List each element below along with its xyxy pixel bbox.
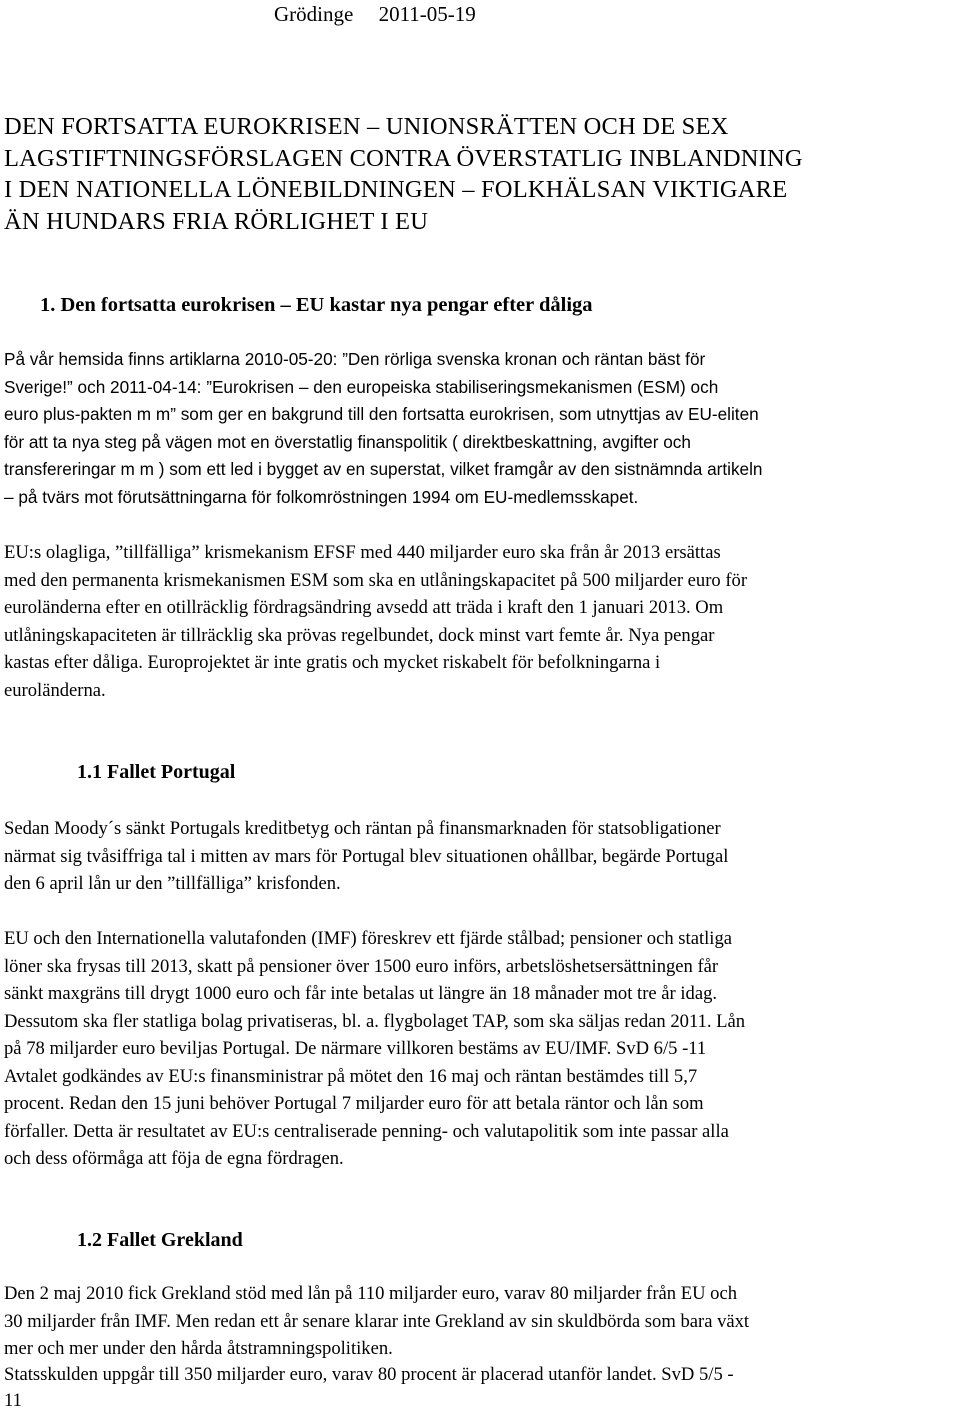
title-line: LAGSTIFTNINGSFÖRSLAGEN CONTRA ÖVERSTATLIG INBLANDNING — [4, 144, 803, 172]
section-1-2-heading: 1.2 Fallet Grekland — [77, 1229, 243, 1251]
document-header — [274, 2, 476, 26]
text-line: Avtalet godkändes av EU:s finansministrar på mötet den 16 maj och räntan bestämdes till 5,7 — [4, 1065, 698, 1087]
text-line: löner ska frysas till 2013, skatt på pensioner över 1500 euro införs, arbetslöshetsersättningen får — [4, 955, 719, 977]
section-1-2-paragraph-2 — [4, 1362, 956, 1414]
section-1-paragraph-1 — [4, 346, 956, 511]
text-line: den 6 april lån ur den ”tillfälliga” krisfonden. — [4, 873, 341, 894]
text-line: Dessutom ska fler statliga bolag privatiseras, bl. a. flygbolaget TAP, som ska säljas redan 2011. Lån — [4, 1010, 746, 1032]
text-line: för att ta nya steg på vägen mot en överstatlig finanspolitik ( direktbeskattning, avgifter och — [4, 431, 691, 452]
text-line: Sverige!” och 2011-04-14: ”Eurokrisen – den europeiska stabiliseringsmekanismen (ESM) och — [4, 376, 719, 397]
section-1-1-paragraph-1 — [4, 815, 956, 898]
text-line: euroländerna efter en otillräcklig fördragsändring avsedd att träda i kraft den 1 januari 2013. Om — [4, 597, 724, 618]
text-line: euro plus-pakten m m” som ger en bakgrund till den fortsatta eurokrisen, som utnyttjas av EU-eliten — [4, 404, 759, 424]
section-1-1-heading: 1.1 Fallet Portugal — [77, 761, 236, 783]
text-line: EU och den Internationella valutafonden (IMF) föreskrev ett fjärde stålbad; pensioner och statliga — [4, 928, 732, 949]
text-line: – på tvärs mot förutsättningarna för folkomröstningen 1994 om EU-medlemsskapet. — [4, 486, 639, 507]
header-place: Grödinge — [274, 2, 354, 26]
section-1-heading: 1. Den fortsatta eurokrisen – EU kastar nya pengar efter dåliga — [40, 294, 593, 316]
text-line: 11 — [4, 1390, 22, 1411]
text-line: transfereringar m m ) som ett led i bygget av en superstat, vilket framgår av den sistnämnda artikeln — [4, 459, 763, 479]
text-line: och dess oförmåga att föja de egna fördragen. — [4, 1148, 344, 1169]
text-line: 30 miljarder från IMF. Men redan ett år senare klarar inte Grekland av sin skuldbörda som bara växt — [4, 1310, 750, 1332]
text-line: Sedan Moody´s sänkt Portugals kreditbetyg och räntan på finansmarknaden för statsobligationer — [4, 818, 721, 839]
text-line: kastas efter dåliga. Europrojektet är inte gratis och mycket riskabelt för befolkningarna i — [4, 652, 661, 673]
text-line: euroländerna. — [4, 679, 106, 701]
section-1-paragraph-2 — [4, 539, 956, 704]
text-line: procent. Redan den 15 juni behöver Portugal 7 miljarder euro för att betala räntor och lån som — [4, 1093, 704, 1114]
section-1-1-paragraph-2 — [4, 925, 956, 1173]
text-line: mer och mer under den hårda åtstramningspolitiken. — [4, 1338, 393, 1359]
text-line: förfaller. Detta är resultatet av EU:s centraliserade penning- och valutapolitik som inte passar alla — [4, 1120, 729, 1142]
title-line: DEN FORTSATTA EUROKRISEN – UNIONSRÄTTEN OCH DE SEX — [4, 113, 729, 140]
title-line: ÄN HUNDARS FRIA RÖRLIGHET I EU — [4, 207, 429, 235]
text-line: på 78 miljarder euro beviljas Portugal. De närmare villkoren bestäms av EU/IMF. SvD 6/5 -11 — [4, 1038, 707, 1059]
text-line: utlåningskapaciteten är tillräcklig ska prövas regelbundet, dock minst vart femte år. Nya pengar — [4, 624, 715, 646]
text-line: På vår hemsida finns artiklarna 2010-05-20: ”Den rörliga svenska kronan och räntan bäst för — [4, 349, 706, 369]
text-line: Den 2 maj 2010 fick Grekland stöd med lån på 110 miljarder euro, varav 80 miljarder från EU och — [4, 1283, 738, 1304]
text-line: sänkt maxgräns till drygt 1000 euro och får inte betalas ut längre än 18 månader mot tre år idag. — [4, 983, 718, 1004]
text-line: närmat sig tvåsiffriga tal i mitten av mars för Portugal blev situationen ohållbar, begärde Portugal — [4, 845, 729, 867]
text-line: med den permanenta krismekanismen ESM som ska en utlåningskapacitet på 500 miljarder euro för — [4, 569, 748, 591]
text-line: EU:s olagliga, ”tillfälliga” krismekanism EFSF med 440 miljarder euro ska från år 2013 ersättas — [4, 542, 721, 563]
section-1-2-paragraph-1 — [4, 1280, 956, 1363]
document-title — [4, 111, 944, 237]
title-line: I DEN NATIONELLA LÖNEBILDNINGEN – FOLKHÄLSAN VIKTIGARE — [4, 176, 788, 203]
text-line: Statsskulden uppgår till 350 miljarder euro, varav 80 procent är placerad utanför landet. SvD 5/5 - — [4, 1364, 734, 1385]
header-date: 2011-05-19 — [378, 2, 476, 26]
